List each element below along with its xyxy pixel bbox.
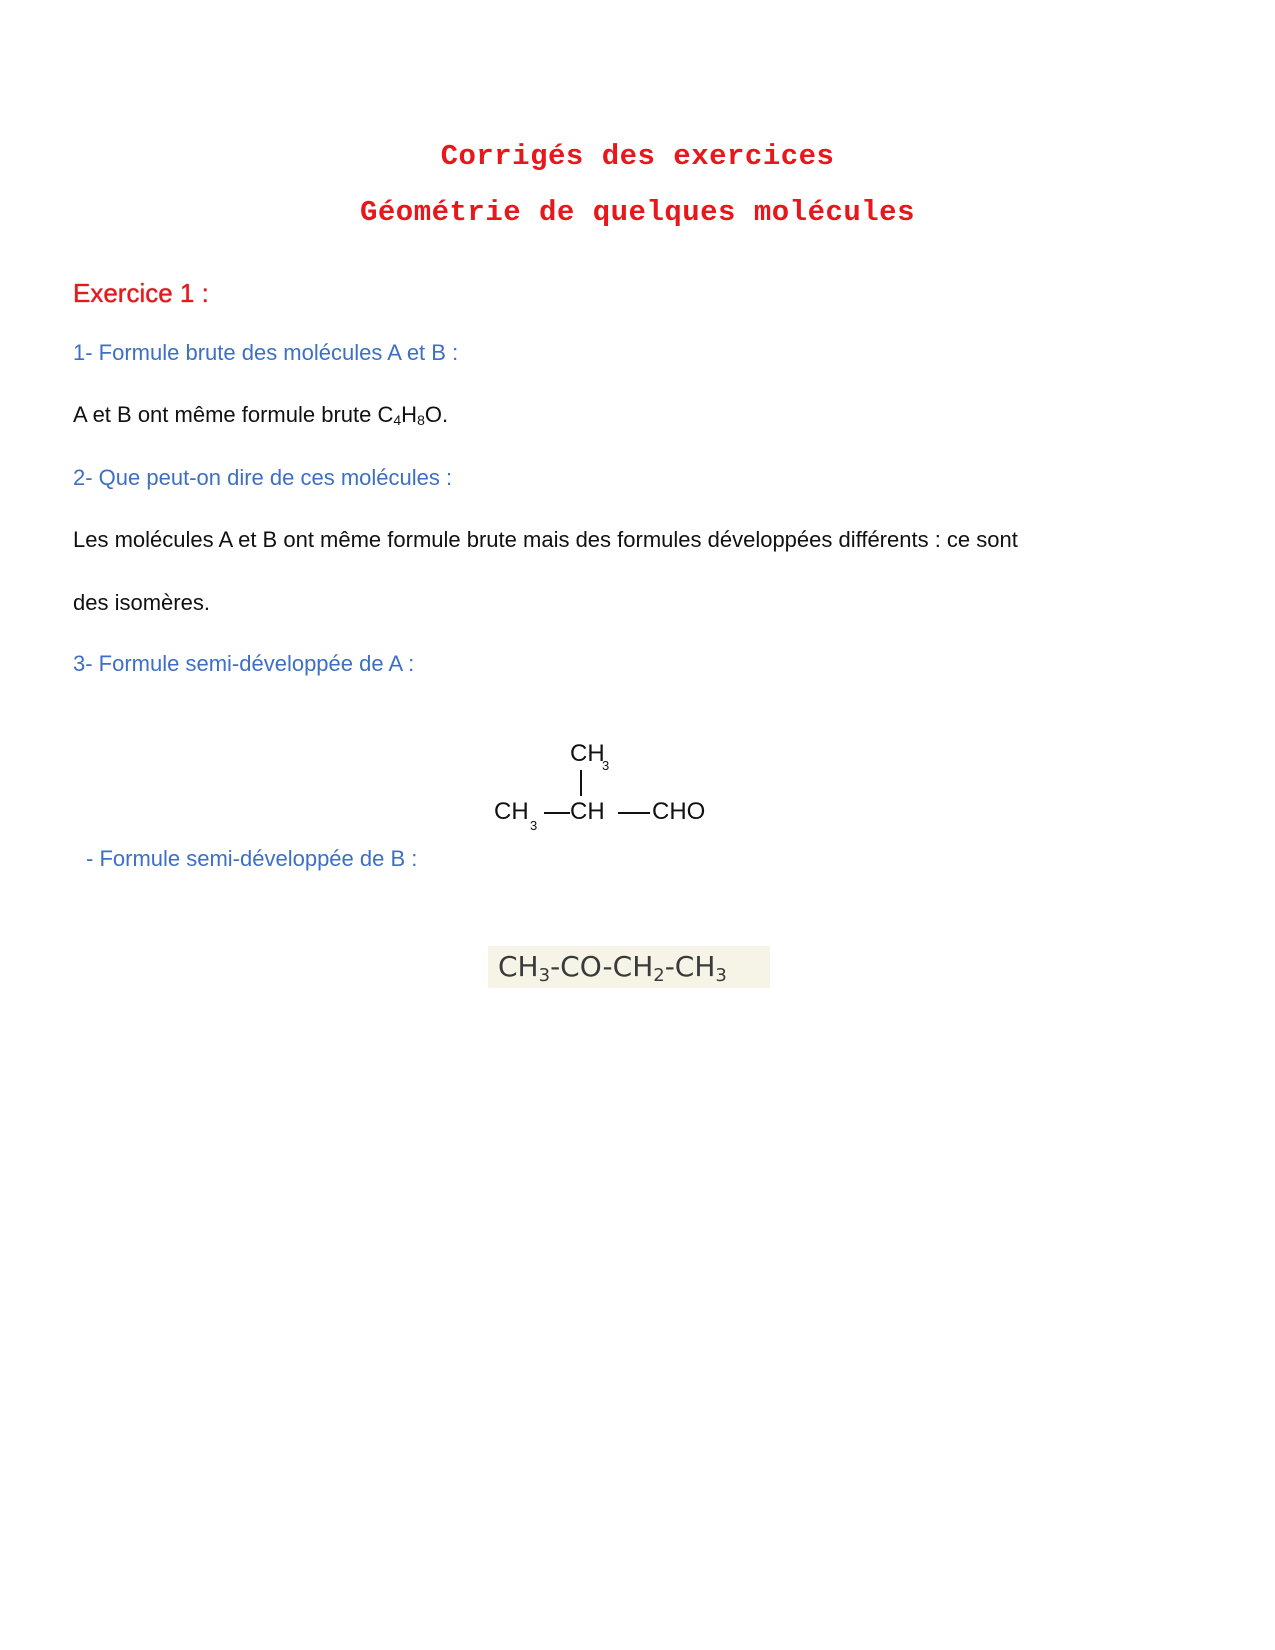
question-4: - Formule semi-développée de B :: [86, 846, 418, 871]
answer-1-end: O.: [424, 402, 449, 427]
vertical-bond: [580, 770, 582, 796]
subscript-4: 4: [393, 412, 402, 428]
formula-b-sub3: 3: [715, 965, 727, 986]
question-2: 2- Que peut-on dire de ces molécules :: [73, 465, 453, 490]
methyl-left-subscript: 3: [530, 818, 538, 833]
methyl-top: CH: [570, 740, 605, 767]
answer-2-line2: des isomères.: [73, 590, 210, 615]
formula-b: [488, 946, 770, 988]
methyl-left: CH: [494, 798, 529, 825]
formula-b-part3: -CH: [664, 950, 716, 983]
answer-1-h: H: [401, 402, 418, 427]
methyl-top-subscript: 3: [602, 758, 610, 773]
ch-center: CH: [570, 798, 605, 825]
question-3: 3- Formule semi-développée de A :: [73, 651, 415, 676]
answer-1: [73, 402, 448, 428]
page-title-line2: Géométrie de quelques molécules: [360, 196, 915, 229]
exercise-heading: Exercice 1 :: [73, 278, 209, 308]
formula-b-part2: -CO-CH: [550, 950, 654, 983]
structural-formula-a: [490, 740, 750, 850]
bond-right: [618, 812, 650, 814]
question-1: 1- Formule brute des molécules A et B :: [73, 340, 459, 365]
aldehyde-group: CHO: [652, 798, 706, 825]
page-title-line1: Corrigés des exercices: [440, 140, 835, 173]
formula-b-part1: CH: [498, 950, 539, 983]
answer-2-line1: Les molécules A et B ont même formule brute mais des formules développées différents : ce sont: [73, 527, 1018, 552]
answer-1-text: A et B ont même formule brute C: [73, 402, 394, 427]
bond-left: [544, 812, 570, 814]
formula-b-sub2: 2: [653, 965, 665, 986]
formula-b-sub1: 3: [538, 965, 551, 986]
subscript-8: 8: [417, 412, 425, 428]
